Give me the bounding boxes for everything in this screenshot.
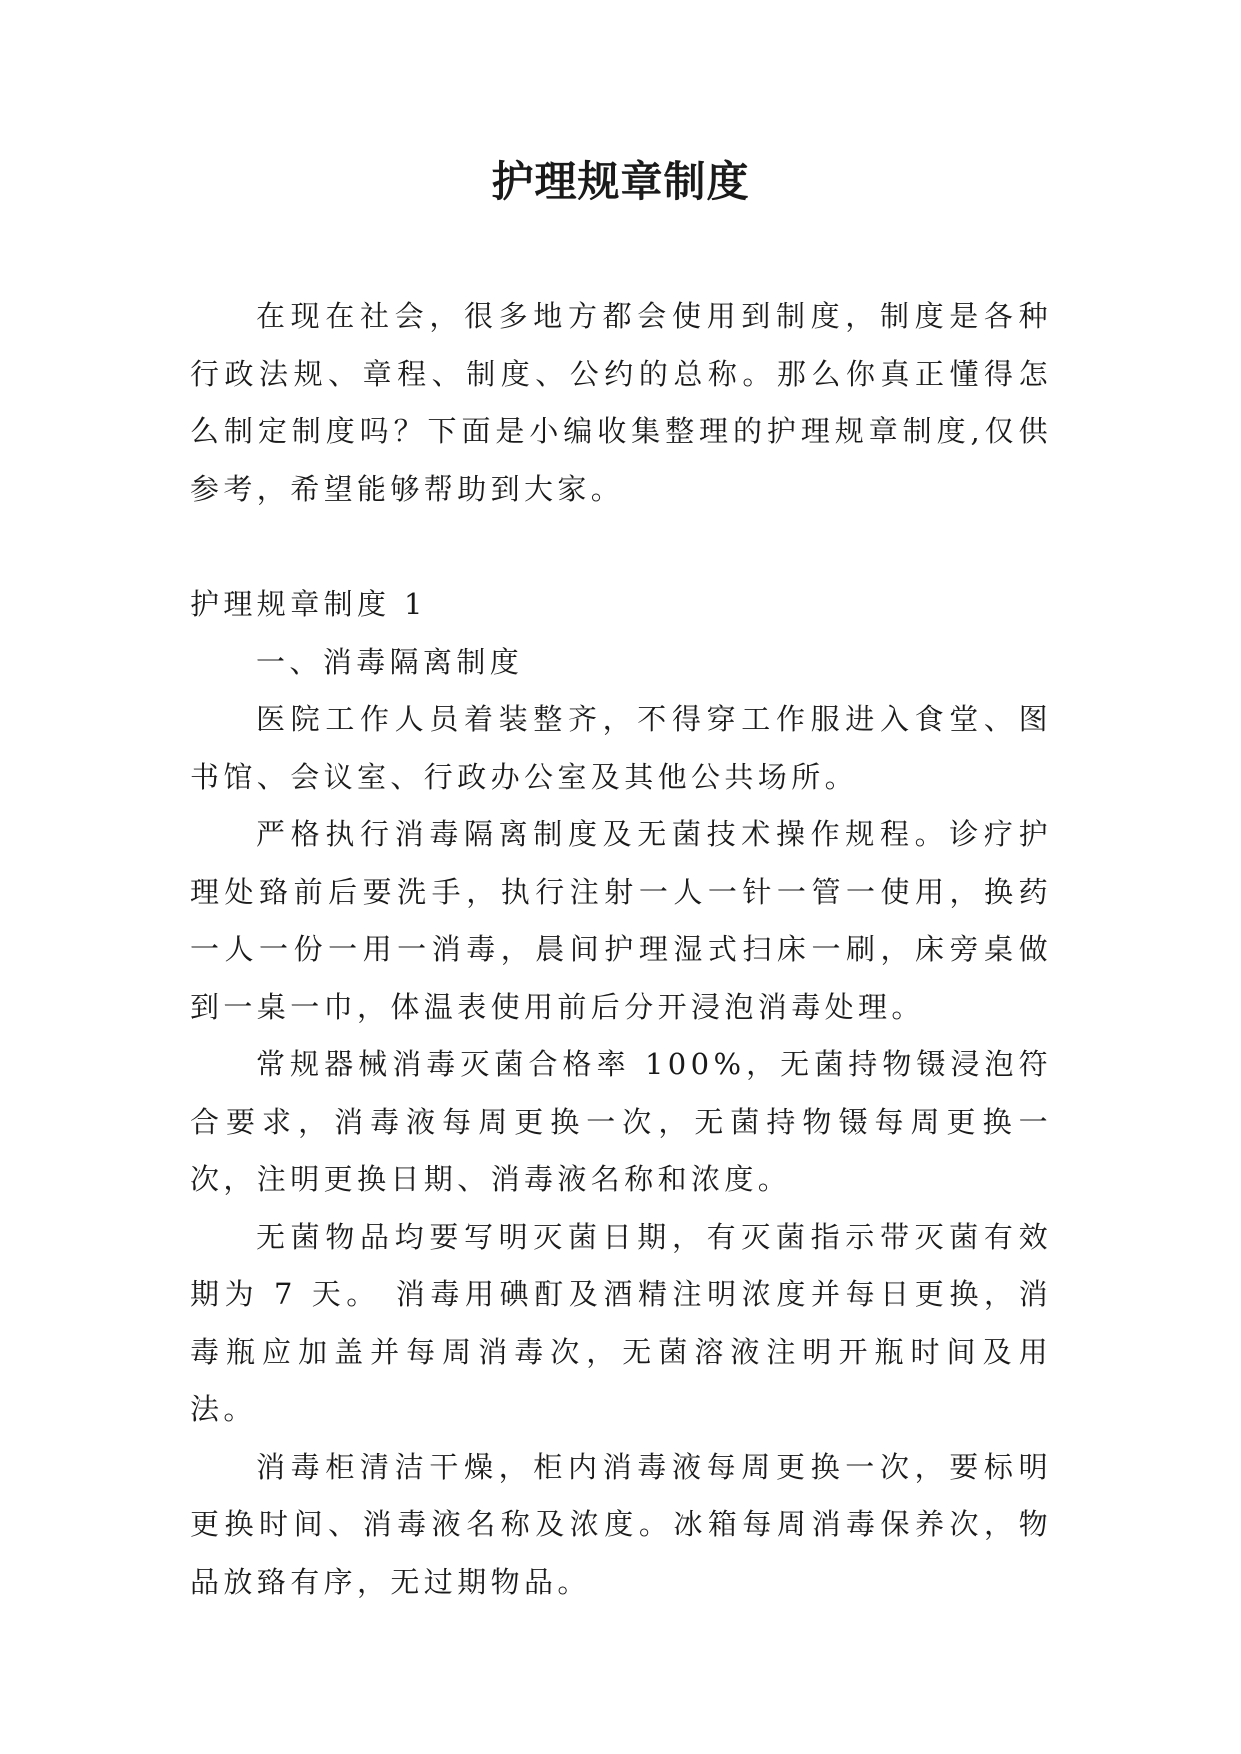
body-paragraph: 医院工作人员着装整齐，不得穿工作服进入食堂、图书馆、会议室、行政办公室及其他公共场所。 <box>190 702 1052 794</box>
document-body <box>190 288 1052 1611</box>
subsection-heading: 一、消毒隔离制度 <box>256 644 524 679</box>
body-paragraph: 常规器械消毒灭菌合格率 100%，无菌持物镊浸泡符合要求，消毒液每周更换一次，无菌持物镊每周更换一次，注明更换日期、消毒液名称和浓度。 <box>190 1047 1052 1196</box>
body-paragraph: 消毒柜清洁干燥，柜内消毒液每周更换一次，要标明更换时间、消毒液名称及浓度。冰箱每周消毒保养次，物品放臵有序，无过期物品。 <box>190 1449 1052 1599</box>
document-title: 护理规章制度 <box>491 157 750 206</box>
body-paragraph: 严格执行消毒隔离制度及无菌技术操作规程。诊疗护理处臵前后要洗手，执行注射一人一针一管一使用，换药一人一份一用一消毒，晨间护理湿式扫床一刷，床旁桌做到一桌一巾，体温表使用前后分开浸泡消毒处理。 <box>190 817 1052 1024</box>
section-heading: 护理规章制度 1 <box>190 587 427 621</box>
intro-paragraph: 在现在社会，很多地方都会使用到制度，制度是各种行政法规、章程、制度、公约的总称。那么你真正懂得怎么制定制度吗？下面是小编收集整理的护理规章制度,仅供参考，希望能够帮助到大家。 <box>190 299 1052 506</box>
body-paragraph: 无菌物品均要写明灭菌日期，有灭菌指示带灭菌有效期为 7 天。 消毒用碘酊及酒精注明浓度并每日更换，消毒瓶应加盖并每周消毒次，无菌溶液注明开瓶时间及用法。 <box>190 1219 1052 1426</box>
